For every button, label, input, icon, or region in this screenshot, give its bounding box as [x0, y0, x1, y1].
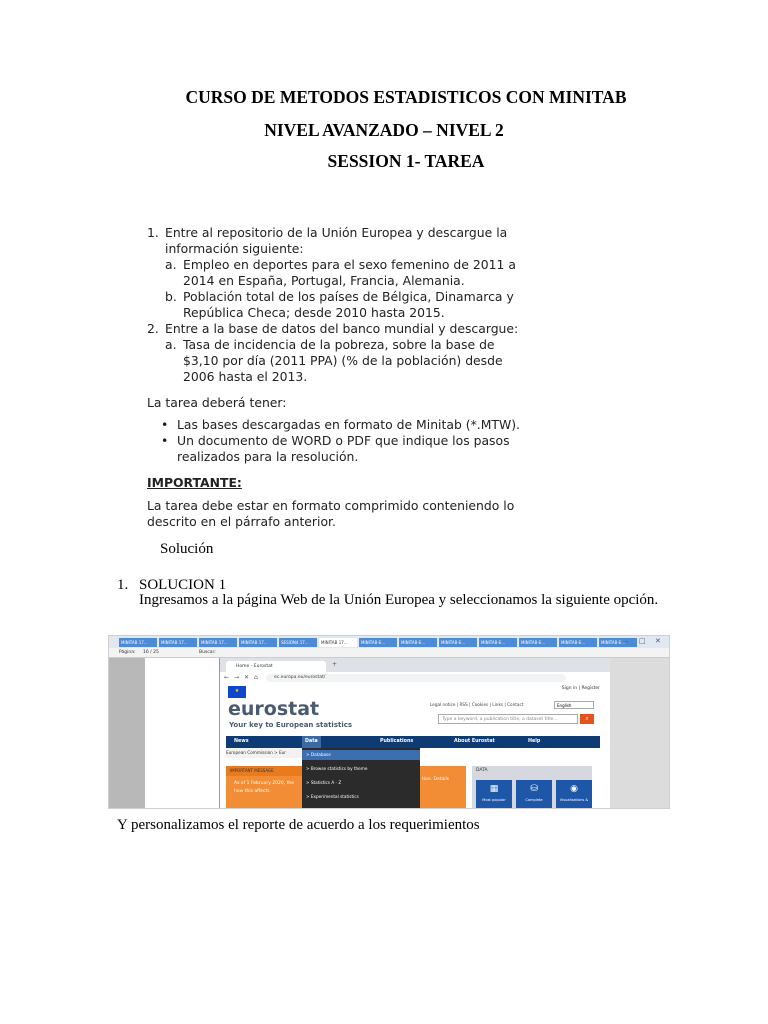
important-message-text: tion. Details — [422, 777, 450, 782]
minimize-icon[interactable]: – — [625, 637, 629, 645]
deliverable-text: Un documento de WORD o PDF que indique los pasos — [177, 433, 510, 448]
task-item-2 — [147, 321, 529, 337]
url-field[interactable]: ec.europa.eu/eurostat/ — [266, 674, 566, 682]
viewer-toolbar — [109, 648, 669, 658]
viewer-tab[interactable]: MINITAB-E... — [559, 638, 597, 647]
menu-item-news[interactable]: News — [234, 739, 249, 744]
page-number-field[interactable]: 16 / 25 — [143, 650, 159, 655]
reload-icon[interactable]: ✕ — [244, 674, 250, 681]
menu-item-publications[interactable]: Publications — [380, 739, 414, 744]
table-icon: ▦ — [489, 784, 499, 794]
viewer-tab[interactable]: MINITAB 17... — [159, 638, 197, 647]
task-subitem-b — [147, 289, 529, 321]
home-icon[interactable]: ⌂ — [254, 674, 258, 681]
embedded-screenshot — [108, 635, 670, 809]
task-item-1 — [147, 225, 529, 257]
subitem-text: Tasa de incidencia de la pobreza, sobre la base de — [183, 337, 495, 352]
tile-most-popular[interactable] — [476, 780, 512, 808]
viewer-tab[interactable]: MINITAB-E... — [399, 638, 437, 647]
page-label: Página: — [119, 650, 136, 655]
eurostat-logo[interactable]: eurostat — [228, 698, 320, 720]
browser-tab-strip — [220, 658, 610, 672]
important-message-text — [234, 780, 294, 796]
breadcrumb[interactable]: European Commission > Eur — [226, 748, 326, 758]
dropdown-item-browse[interactable]: > Browse statistics by theme — [306, 766, 368, 771]
deliverable-item — [147, 433, 529, 465]
main-menu — [226, 736, 600, 748]
deliverable-item — [147, 417, 529, 433]
data-dropdown — [302, 748, 420, 808]
tile-label: Visualisations & — [559, 798, 589, 802]
step-title: SOLUCION 1 — [139, 577, 227, 593]
subitem-text: Empleo en deportes para el sexo femenino de 2011 a — [183, 257, 516, 272]
database-icon: ⛁ — [530, 784, 538, 794]
important-text: descrito en el párrafo anterior. — [147, 514, 336, 529]
session-title: SESSION 1- TAREA — [327, 151, 485, 171]
browser-tab[interactable]: Home - Eurostat — [226, 661, 326, 672]
step-number: 1. — [117, 577, 129, 593]
level-title: NIVEL AVANZADO – NIVEL 2 — [264, 120, 504, 140]
tile-visualisations[interactable] — [556, 780, 592, 808]
subitem-text: $3,10 por día (2011 PPA) (% de la población) desde — [183, 353, 503, 368]
important-line: how this affects — [234, 789, 270, 794]
new-tab-icon[interactable]: + — [332, 661, 338, 668]
task-subitem-a2 — [147, 337, 529, 385]
important-text: La tarea debe estar en formato comprimido conteniendo lo — [147, 498, 515, 513]
search-button[interactable] — [580, 714, 594, 724]
menu-item-about[interactable]: About Eurostat — [454, 739, 495, 744]
item-number: 2. — [147, 321, 159, 336]
viewer-tab[interactable]: MINITAB-E... — [439, 638, 477, 647]
important-message-label: IMPORTANT MESSAGE — [226, 766, 302, 776]
bullet-icon: • — [161, 433, 169, 448]
viewer-tab[interactable]: MINITAB 17... — [319, 638, 357, 647]
deliverables-heading: La tarea deberá tener: — [147, 395, 287, 410]
viewer-tab[interactable]: MINITAB-E... — [599, 638, 637, 647]
subitem-text: 2014 en España, Portugal, Francia, Alemania. — [183, 273, 465, 288]
back-icon[interactable]: ← — [224, 674, 230, 681]
forward-icon[interactable]: → — [234, 674, 240, 681]
deliverable-text: Las bases descargadas en formato de Minitab (*.MTW). — [177, 417, 520, 432]
viewer-tab[interactable]: MINITAB 17... — [119, 638, 157, 647]
tile-label: Complete — [525, 798, 543, 802]
viewer-tab[interactable]: MINITAB 17... — [239, 638, 277, 647]
search-label: Buscar: — [199, 650, 216, 655]
subitem-label: a. — [165, 337, 177, 352]
search-input[interactable]: Type a keyword, a publication title, a dataset title... — [438, 714, 578, 724]
assignment-box — [147, 225, 529, 530]
subitem-label: a. — [165, 257, 177, 272]
viewer-tab[interactable]: MINITAB-E... — [479, 638, 517, 647]
viewer-sidebar — [109, 658, 145, 808]
document-page-thumbnail — [145, 658, 219, 808]
tile-label: Most popular — [482, 798, 506, 802]
viewer-tab[interactable]: MINITAB 17... — [199, 638, 237, 647]
data-panel-label: DATA — [476, 768, 488, 773]
viewer-background — [609, 658, 669, 808]
eye-icon: ◉ — [570, 784, 578, 794]
subitem-text: 2006 hasta el 2013. — [183, 369, 308, 384]
dropdown-item-experimental[interactable]: > Experimental statistics — [306, 794, 359, 799]
important-line: As of 1 February 2020, the — [234, 781, 294, 786]
eu-top-strip — [220, 684, 610, 698]
tile-complete[interactable] — [516, 780, 552, 808]
close-icon[interactable]: ✕ — [655, 637, 661, 645]
menu-item-data[interactable]: Data — [302, 736, 321, 748]
language-select[interactable]: English — [554, 701, 594, 709]
dropdown-item-database[interactable]: > Database — [302, 750, 420, 760]
important-message-panel — [420, 766, 466, 808]
dropdown-item-a-z[interactable]: > Statistics A - Z — [306, 780, 342, 785]
deliverable-text: realizados para la resolución. — [177, 449, 359, 464]
important-heading: IMPORTANTE: — [147, 475, 242, 490]
bullet-icon: • — [161, 417, 169, 432]
task-subitem-a — [147, 257, 529, 289]
menu-item-help[interactable]: Help — [528, 739, 541, 744]
item-text: información siguiente: — [165, 241, 304, 256]
legal-links[interactable]: Legal notice | RSS | Cookies | Links | Contact — [430, 702, 524, 707]
item-text: Entre a la base de datos del banco mundial y descargue: — [165, 321, 519, 336]
subitem-text: República Checa; desde 2010 hasta 2015. — [183, 305, 445, 320]
eurostat-tagline: Your key to European statistics — [229, 721, 353, 729]
subitem-label: b. — [165, 289, 177, 304]
maximize-icon[interactable]: □ — [639, 637, 646, 645]
item-number: 1. — [147, 225, 159, 240]
signin-link[interactable]: Sign in | Register — [561, 686, 600, 691]
viewer-tab-bar — [109, 636, 669, 648]
viewer-tab[interactable]: MINITAB-E... — [519, 638, 557, 647]
eu-flag-icon: ★ — [228, 686, 246, 698]
search-icon: ⌕ — [585, 716, 589, 722]
item-text: Entre al repositorio de la Unión Europea y descargue la — [165, 225, 508, 240]
viewer-tab[interactable]: SESION4 17... — [279, 638, 317, 647]
browser-window — [219, 658, 610, 808]
viewer-tab[interactable]: MINITAB-E... — [359, 638, 397, 647]
subitem-text: Población total de los países de Bélgica, Dinamarca y — [183, 289, 514, 304]
course-title: CURSO DE METODOS ESTADISTICOS CON MINITAB — [185, 87, 627, 107]
solution-heading: Solución — [160, 541, 214, 557]
closing-text: Y personalizamos el reporte de acuerdo a los requerimientos — [117, 817, 480, 833]
step-text: Ingresamos a la página Web de la Unión Europea y seleccionamos la siguiente opción. — [139, 592, 659, 608]
